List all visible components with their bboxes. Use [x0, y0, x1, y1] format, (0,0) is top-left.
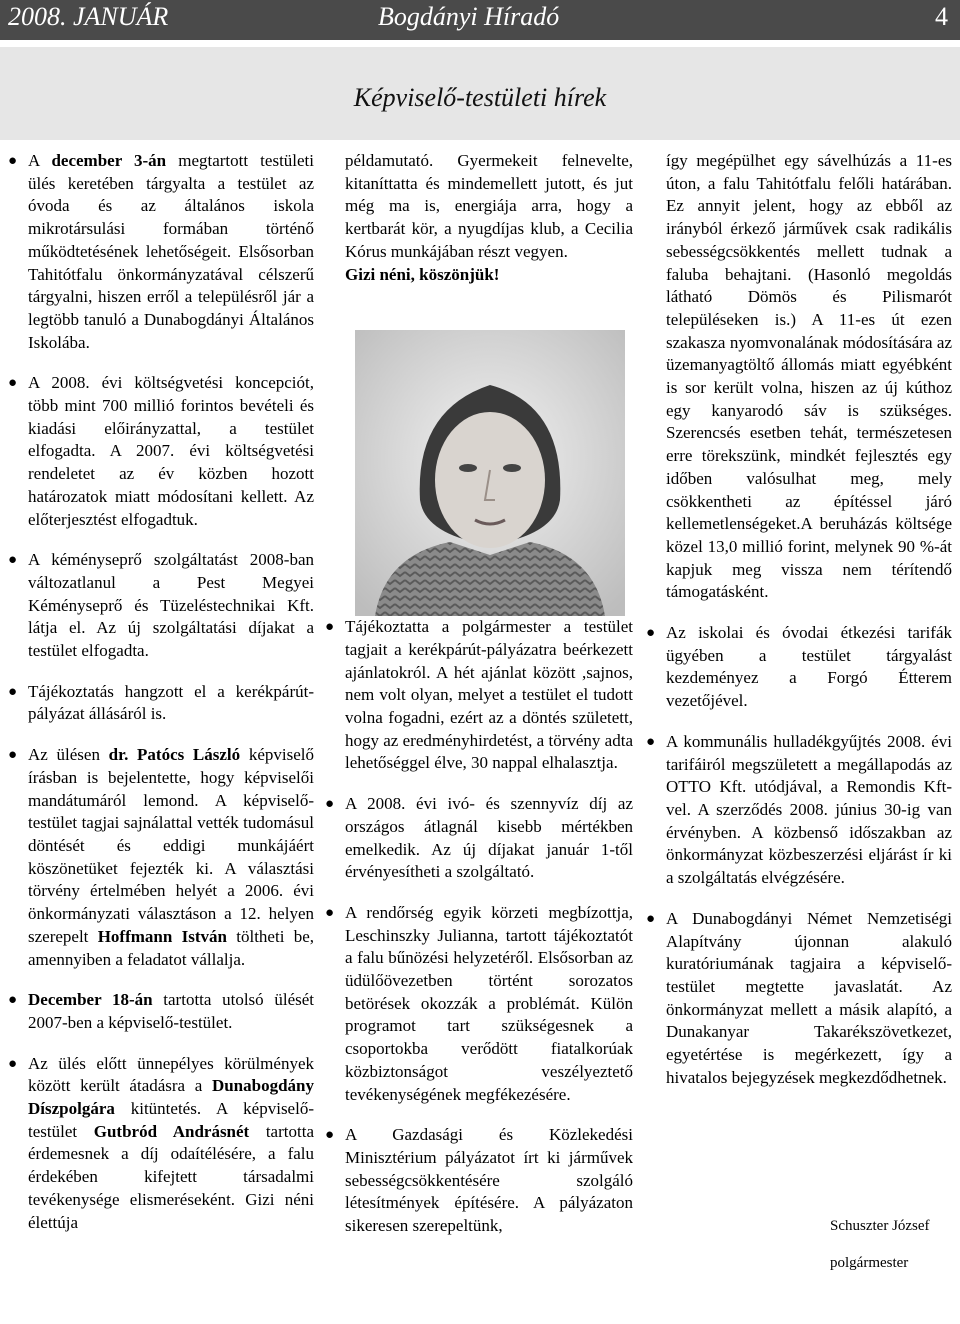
news-text: A december 3-án megtartott testületi ülés keretében tárgyalta a testület az óvoda és az általános iskola mikrotársulási formában történő működtetésének lehetőségeit. Elsősorban Tahitótfalu önkormányzatával célszerű tárgyalni, hiszen erről a településről jár a legtöbb tanuló a Dunabogdányi Általános Iskolába.: [28, 151, 315, 352]
bullet-icon: ●: [8, 552, 18, 569]
news-text: A 2008. évi költségvetési koncepciót, több mint 700 millió forintos bevételi és kiadási előirányzattal, a testület elfogadta. A 2007. évi költségvetési rendeletet az év közben hozott határozatok miatt módosítani kellett. Az előterjesztést elfogadtuk.: [28, 373, 314, 529]
news-item: [8, 989, 314, 1034]
news-item: [8, 681, 314, 726]
bullet-icon: ●: [325, 796, 335, 813]
news-item: [8, 744, 315, 971]
thanks-line: Gizi néni, köszönjük!: [345, 264, 500, 284]
news-text: Tájékoztatta a polgármester a testület tagjait a kerékpárút-pályázatra beérkezett ajánlatokról. A hét ajánlat között ,sajnos, nem volt olyan, melyet a testület el tudott volna fogadni, ezért az a döntés született, hogy az eredményhirdetést, a törvény adta lehetőséggel élve, 30 nappal elhalasztja.: [345, 617, 633, 773]
column-2: [325, 150, 633, 1256]
continued-text: így megépülhet egy sávelhúzás a 11-es úton, a falu Tahitótfalu felőli határában. Ez annyit jelent, hogy az ebből az irányból érkező járművek csak radikális sebességcsökkentés mellett tudnak a faluba behajtani. (Hasonló megoldás látható Dömös és Pilismarót településeken is.) A 11-es út ezen szakasza nyomvonalának módosítására az üzemanyagtöltő állomás miatt egyébként is sor került volna, hiszen az új kúthoz egy kanyarodó sáv is szükséges. Szerencsés esetben tehát, természetesen erre törekszünk, mindkét fejlesztés egy időben valósulhat meg, mely csökkentheti az építéssel járó kellemetlenségeket.A beruházás költsége közel 13,0 millió forint, melynek 90 %-át kapjuk meg vissza nem térítendő támogatásként.: [666, 151, 952, 602]
bullet-icon: ●: [325, 1127, 335, 1144]
bullet-icon: ●: [8, 683, 18, 700]
bullet-icon: ●: [8, 747, 18, 764]
news-item: [8, 150, 315, 354]
signature-name: Schuszter József: [830, 1218, 930, 1234]
signature-role: polgármester: [830, 1255, 909, 1271]
masthead: [0, 0, 960, 40]
news-item: [325, 902, 633, 1106]
bullet-icon: ●: [646, 733, 656, 750]
news-item: [646, 731, 952, 890]
news-item: [646, 622, 952, 713]
bullet-icon: ●: [646, 910, 656, 927]
news-text: A kommunális hulladékgyűjtés 2008. évi tarifáiról megszületett a megállapodás az OTTO Kft. utódjával, a Remondis Kft-vel. A szerződés 2008. június 30-ig van érvényben. A közbenső időszakban az önkormányzat közbeszerzési eljárást ír ki a szolgáltatás elvégzésére.: [666, 731, 952, 888]
bullet-icon: ●: [8, 992, 18, 1009]
bullet-icon: ●: [325, 904, 335, 921]
face: [435, 412, 545, 548]
continued-text: példamutató. Gyermekeit felnevelte, kitaníttatta és mindemellett jutott, és jut még ma is, energiája arra, hogy a kertbarát kör, a nyugdíjas klub, a Cecilia Kórus munkájában részt vegyen.: [345, 151, 633, 261]
newspaper-title: Bogdányi Híradó: [378, 2, 560, 31]
news-text: Az ülésen dr. Patócs László képviselő írásban is bejelentette, hogy képviselői mandátumáról lemond. A képviselő-testület tagjai sajnálattal vették tudomásul döntését és eddigi munkájáért köszönetüket fejezték ki. A választási törvény értelmében helyét a 2006. évi önkormányzati választáson a 12. helyen szerepelt Hoffmann István töltheti be, amennyiben a feladatot vállalja.: [28, 745, 315, 969]
portrait-photo: [355, 330, 625, 616]
news-item: [325, 793, 633, 884]
news-item: [325, 1124, 633, 1238]
news-text: A Dunabogdányi Német Nemzetiségi Alapítvány újonnan alakuló kuratóriumának tagjaira a képviselő-testület megtette javaslatát. Az önkormányzat mellett a másik alapító, a Dunakanyar Takarékszövetkezet, egyetértése is megérkezett, így a hivatalos bejegyzések megkezdődhetnek.: [666, 908, 952, 1087]
bullet-icon: ●: [8, 1055, 18, 1072]
news-text: A 2008. évi ivó- és szennyvíz díj az országos átlagnál kisebb mértékben emelkedik. Az új díjakat január 1-től érvényesítheti a szolgáltató.: [345, 794, 633, 882]
bullet-icon: ●: [646, 625, 656, 642]
column-3: [646, 150, 952, 1107]
bullet-icon: ●: [325, 619, 335, 636]
news-text: A kéményseprő szolgáltatást 2008-ban változatlanul a Pest Megyei Kéményseprő és Tüzeléstechnikai Kft. látja el. Az új szolgáltatási díjakat a testület elfogadta.: [28, 550, 314, 661]
right-eye: [503, 464, 521, 472]
issue-date: 2008. JANUÁR: [8, 2, 169, 31]
page-number: 4: [935, 2, 948, 31]
left-eye: [459, 464, 477, 472]
news-text: Tájékoztatás hangzott el a kerékpárút-pályázat állásáról is.: [28, 681, 314, 724]
section-title: Képviselő-testületi hírek: [353, 83, 607, 112]
news-item: [8, 372, 314, 531]
news-item: [8, 549, 314, 663]
column-1: [8, 150, 315, 1252]
news-text: A Gazdasági és Közlekedési Minisztérium pályázatot írt ki járművek sebességcsökkentésére szolgáló létesítmények építésére. A pályázaton sikeresen szerepeltünk,: [345, 1125, 633, 1236]
news-item: [325, 616, 633, 775]
bullet-icon: ●: [8, 375, 18, 392]
bullet-icon: ●: [8, 153, 18, 169]
news-text: Az ülés előtt ünnepélyes körülmények között került átadásra a Dunabogdány Díszpolgára kitüntetés. A képviselő-testület Gutbród Andrásnét tartotta érdemesnek a díj odaítélésére, a falu érdekében kifejtett társadalmi tevékenysége elismeréseként. Gizi néni élettúja: [28, 1053, 314, 1232]
news-item: [8, 1053, 314, 1235]
news-text: December 18-án tartotta utolsó ülését 2007-ben a képviselő-testület.: [28, 990, 314, 1032]
news-text: Az iskolai és óvodai étkezési tarifák ügyében a testület tárgyalást kezdeményez a Forgó Étterem vezetőjével.: [666, 623, 952, 711]
news-text: A rendőrség egyik körzeti megbízottja, Leschinszky Julianna, tartott tájékoztatót a falu bűnözési helyzetéről. Elsősorban az üdülőövezetben történt sorozatos betörések okozzák a problémát. Külön programot tart szükségesnek a csoportokba verődött fiatalkorúak közbiztonságot veszélyeztető tevékenységének megfékezésére.: [345, 902, 633, 1104]
news-item: [646, 908, 952, 1090]
